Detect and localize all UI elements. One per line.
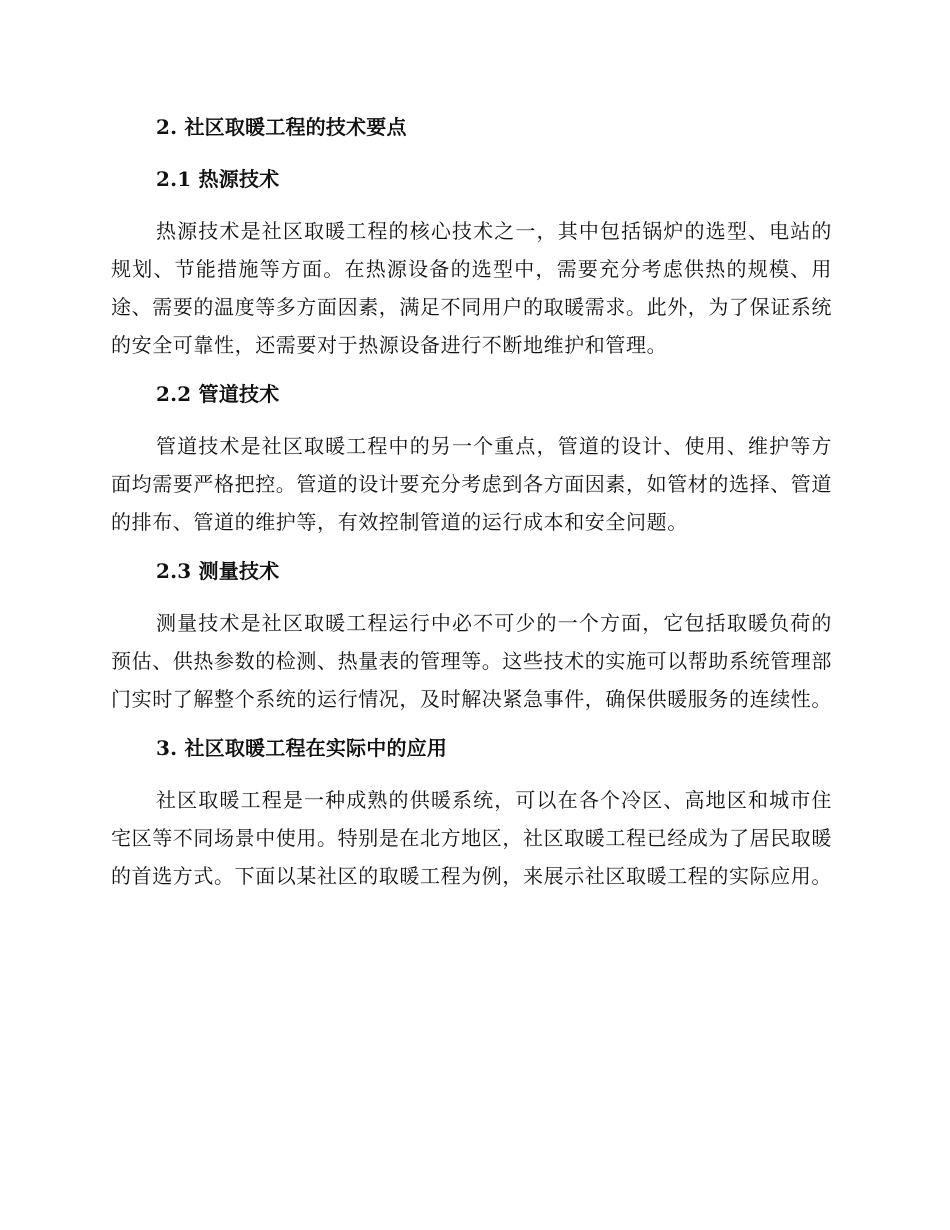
paragraph-heat-source: 热源技术是社区取暖工程的核心技术之一，其中包括锅炉的选型、电站的规划、节能措施等方面。在热源设备的选型中，需要充分考虑供热的规模、用途、需要的温度等多方面因素，满足不同用户的取暖需求。此外，为了保证系统的安全可靠性，还需要对于热源设备进行不断地维护和管理。 <box>111 219 832 357</box>
document-body <box>111 108 832 906</box>
section-heading-2: 2. 社区取暖工程的技术要点 <box>156 115 407 139</box>
subsection-heading-2-1: 2.1 热源技术 <box>156 167 280 191</box>
paragraph-pipeline: 管道技术是社区取暖工程中的另一个重点，管道的设计、使用、维护等方面均需要严格把控。管道的设计要充分考虑到各方面因素，如管材的选择、管道的排布、管道的维护等，有效控制管道的运行成本和安全问题。 <box>111 434 832 534</box>
paragraph-measurement: 测量技术是社区取暖工程运行中必不可少的一个方面，它包括取暖负荷的预估、供热参数的检测、热量表的管理等。这些技术的实施可以帮助系统管理部门实时了解整个系统的运行情况，及时解决紧急事件，确保供暖服务的连续性。 <box>111 611 832 711</box>
paragraph-application: 社区取暖工程是一种成熟的供暖系统，可以在各个冷区、高地区和城市住宅区等不同场景中使用。特别是在北方地区，社区取暖工程已经成为了居民取暖的首选方式。下面以某社区的取暖工程为例，来展示社区取暖工程的实际应用。 <box>111 788 832 888</box>
section-heading-3: 3. 社区取暖工程在实际中的应用 <box>156 736 448 760</box>
subsection-heading-2-2: 2.2 管道技术 <box>156 382 280 406</box>
subsection-heading-2-3: 2.3 测量技术 <box>156 559 280 583</box>
